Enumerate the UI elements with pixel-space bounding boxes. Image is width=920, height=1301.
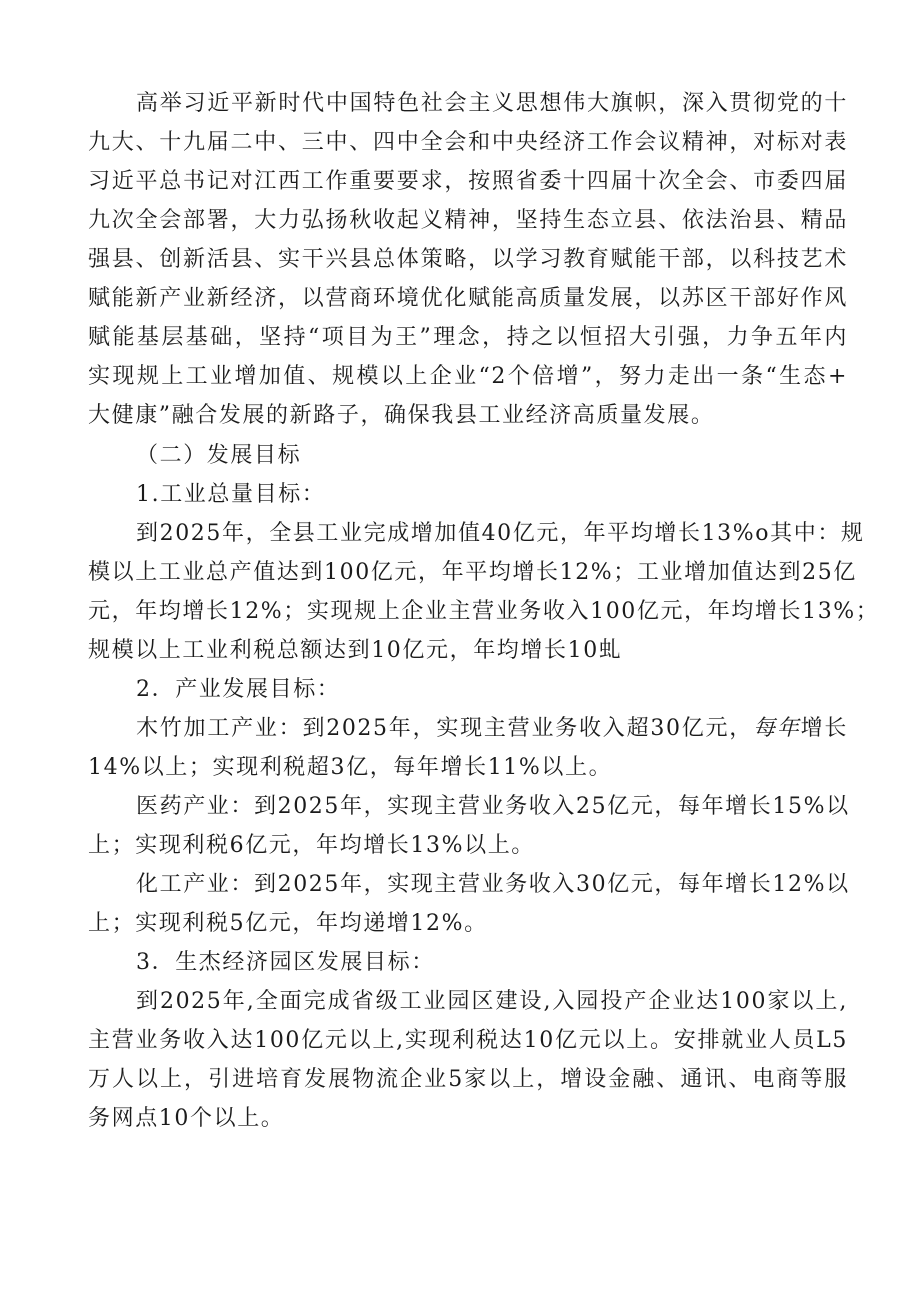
- wood-text-italic: 每年: [753, 716, 801, 741]
- paragraph-line: 到2025年，全县工业完成增加值40亿元，年平均增长13%o其中：规: [136, 521, 865, 546]
- medicine-paragraph: [88, 787, 848, 865]
- paragraph-line: 上；实现利税5亿元，年均递增12%。: [88, 911, 488, 936]
- paragraph-line: 化工产业：到2025年，实现主营业务收入30亿元，每年增长12%以: [136, 872, 850, 897]
- paragraph-line: 万人以上，引进培育发展物流企业5家以上，增设金融、通讯、电商等服: [88, 1067, 848, 1092]
- wood-text-a: 木竹加工产业：到2025年，实现主营业务收入超30亿元，: [136, 716, 754, 741]
- wood-text-b: 增长: [800, 716, 849, 741]
- section-heading: （二）发展目标: [136, 443, 302, 468]
- paragraph-line: 到2025年,全面完成省级工业园区建设,入园投产企业达100家以上,: [136, 989, 848, 1014]
- wood-bamboo-paragraph: [88, 709, 848, 787]
- item1-heading: 1.工业总量目标：: [136, 482, 326, 507]
- item2-heading: 2．产业发展目标：: [136, 677, 341, 702]
- paragraph-line: 高举习近平新时代中国特色社会主义思想伟大旗帜，深入贯彻党的十: [136, 91, 848, 116]
- paragraph-line: 九次全会部署，大力弘扬秋收起义精神，坚持生态立县、依法治县、精品: [88, 208, 848, 233]
- paragraph-line: 大健康”融合发展的新路子，确保我县工业经济高质量发展。: [88, 403, 715, 428]
- paragraph-line: 模以上工业总产值达到100亿元，年平均增长12%；工业增加值达到25亿: [88, 560, 857, 585]
- paragraph-line: 主营业务收入达100亿元以上,实现利税达10亿元以上。安排就业人员L5: [88, 1028, 848, 1053]
- paragraph-line: 医药产业：到2025年，实现主营业务收入25亿元，每年增长15%以: [136, 794, 850, 819]
- chemical-paragraph: [88, 865, 848, 943]
- paragraph-line: 习近平总书记对江西工作重要要求，按照省委十四届十次全会、市委四届: [88, 169, 848, 194]
- item3-heading: 3．生杰经济园区发展目标：: [136, 950, 435, 975]
- paragraph-line: [88, 709, 848, 748]
- document-page: [88, 84, 880, 1138]
- item1-paragraph: [88, 514, 880, 670]
- intro-paragraph: [88, 84, 848, 435]
- paragraph-line: 务网点10个以上。: [88, 1106, 285, 1131]
- paragraph-line: 元，年均增长12%；实现规上企业主营业务收入100亿元，年均增长13%；: [88, 599, 880, 624]
- paragraph-line: 实现规上工业增加值、规模以上企业“2个倍增”，努力走出一条“生态+: [88, 364, 848, 389]
- item3-paragraph: [88, 982, 848, 1138]
- paragraph-line: 强县、创新活县、实干兴县总体策略，以学习教育赋能干部，以科技艺术: [88, 247, 848, 272]
- paragraph-line: 规模以上工业利税总额达到10亿元，年均增长10虬: [88, 638, 623, 663]
- paragraph-line: 上；实现利税6亿元，年均增长13%以上。: [88, 833, 535, 858]
- paragraph-line: 赋能基层基础，坚持“项目为王”理念，持之以恒招大引强，力争五年内: [88, 325, 848, 350]
- paragraph-line: 14%以上；实现利税超3亿，每年增长11%以上。: [88, 755, 613, 780]
- paragraph-line: 赋能新产业新经济，以营商环境优化赋能高质量发展，以苏区干部好作风: [88, 286, 848, 311]
- paragraph-line: 九大、十九届二中、三中、四中全会和中央经济工作会议精神，对标对表: [88, 130, 848, 155]
